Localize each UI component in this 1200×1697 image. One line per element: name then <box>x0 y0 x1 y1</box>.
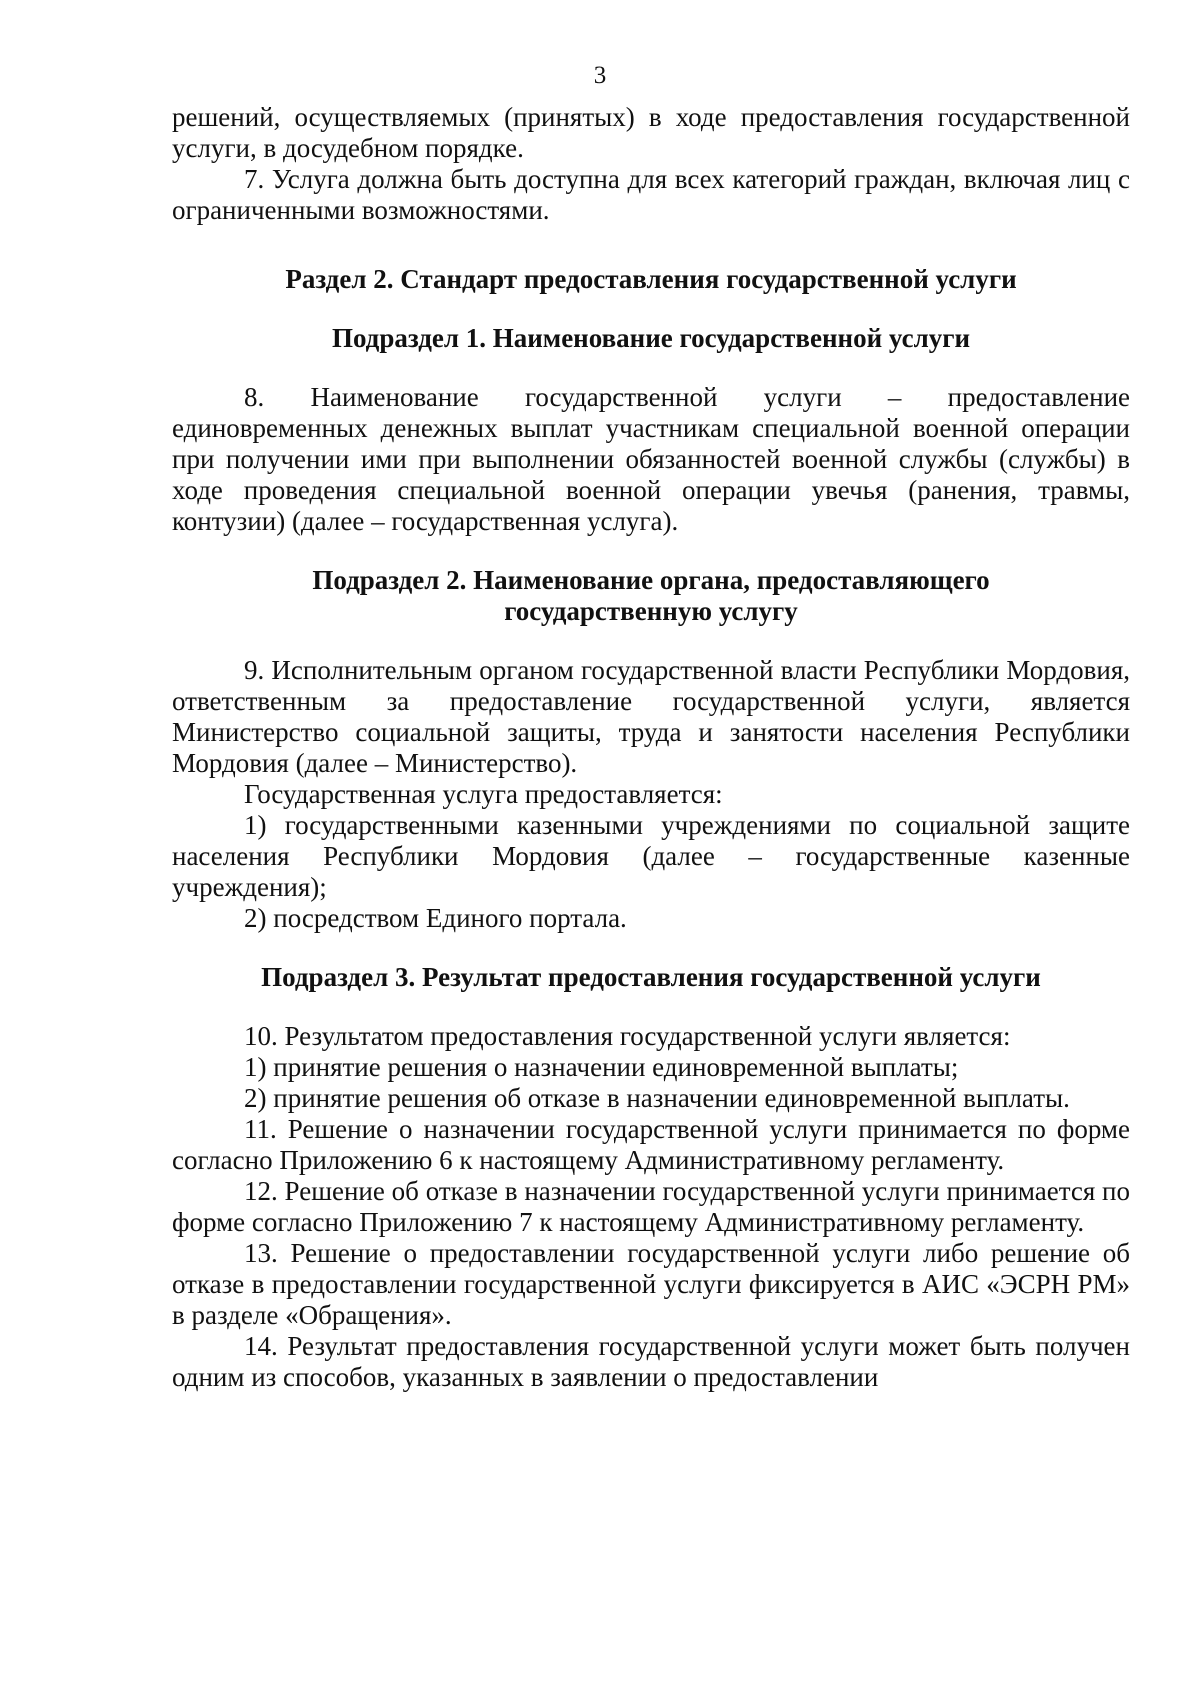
paragraph-9-intro: Государственная услуга предоставляется: <box>244 779 723 809</box>
paragraph-11: 11. Решение о назначении государственной услуги принимается по форме согласно Приложению 6 к настоящему Административному регламенту. <box>172 1114 1130 1175</box>
paragraph-12: 12. Решение об отказе в назначении государственной услуги принимается по форме согласно Приложению 7 к настоящему Административному регламенту. <box>172 1176 1130 1237</box>
subsection-3-heading: Подраздел 3. Результат предоставления государственной услуги <box>261 962 1041 992</box>
subsection-1-heading: Подраздел 1. Наименование государственной услуги <box>331 323 971 353</box>
paragraph-13: 13. Решение о предоставлении государственной услуги либо решение об отказе в предоставлении государственной услуги фиксируется в АИС «ЭСРН РМ» в разделе «Обращения». <box>172 1238 1130 1330</box>
paragraph-10-item-1: 1) принятие решения о назначении единовременной выплаты; <box>244 1052 959 1082</box>
page-number: 3 <box>593 62 607 89</box>
paragraph-9-item-2: 2) посредством Единого портала. <box>244 903 627 933</box>
paragraph-14: 14. Результат предоставления государственной услуги может быть получен одним из способов, указанных в заявлении о предоставлении <box>172 1331 1130 1392</box>
document-body <box>172 102 1130 1393</box>
paragraph-8: 8. Наименование государственной услуги – предоставление единовременных денежных выплат участникам специальной военной операции при получении ими при выполнении обязанностей военной службы (службы) в ходе проведения специальной военной операции увечья (ранения, травмы, контузии) (далее – государственная услуга). <box>172 382 1130 536</box>
paragraph-9: 9. Исполнительным органом государственной власти Республики Мордовия, ответственным за предоставление государственной услуги, является Министерство социальной защиты, труда и занятости населения Республики Мордовия (далее – Министерство). <box>172 655 1130 778</box>
paragraph-7: 7. Услуга должна быть доступна для всех категорий граждан, включая лиц с ограниченными возможностями. <box>172 164 1130 225</box>
subsection-2-heading-line2: государственную услугу <box>504 596 798 626</box>
paragraph-10-item-2: 2) принятие решения об отказе в назначении единовременной выплаты. <box>244 1083 1070 1113</box>
section-2-heading: Раздел 2. Стандарт предоставления государственной услуги <box>285 264 1017 294</box>
paragraph-10: 10. Результатом предоставления государственной услуги является: <box>244 1021 1011 1051</box>
paragraph-9-item-1: 1) государственными казенными учреждениями по социальной защите населения Республики Мордовия (далее – государственные казенные учреждения); <box>172 810 1130 902</box>
subsection-2-heading-line1: Подраздел 2. Наименование органа, предоставляющего <box>312 565 990 595</box>
paragraph-continuation: решений, осуществляемых (принятых) в ходе предоставления государственной услуги, в досудебном порядке. <box>172 102 1130 163</box>
